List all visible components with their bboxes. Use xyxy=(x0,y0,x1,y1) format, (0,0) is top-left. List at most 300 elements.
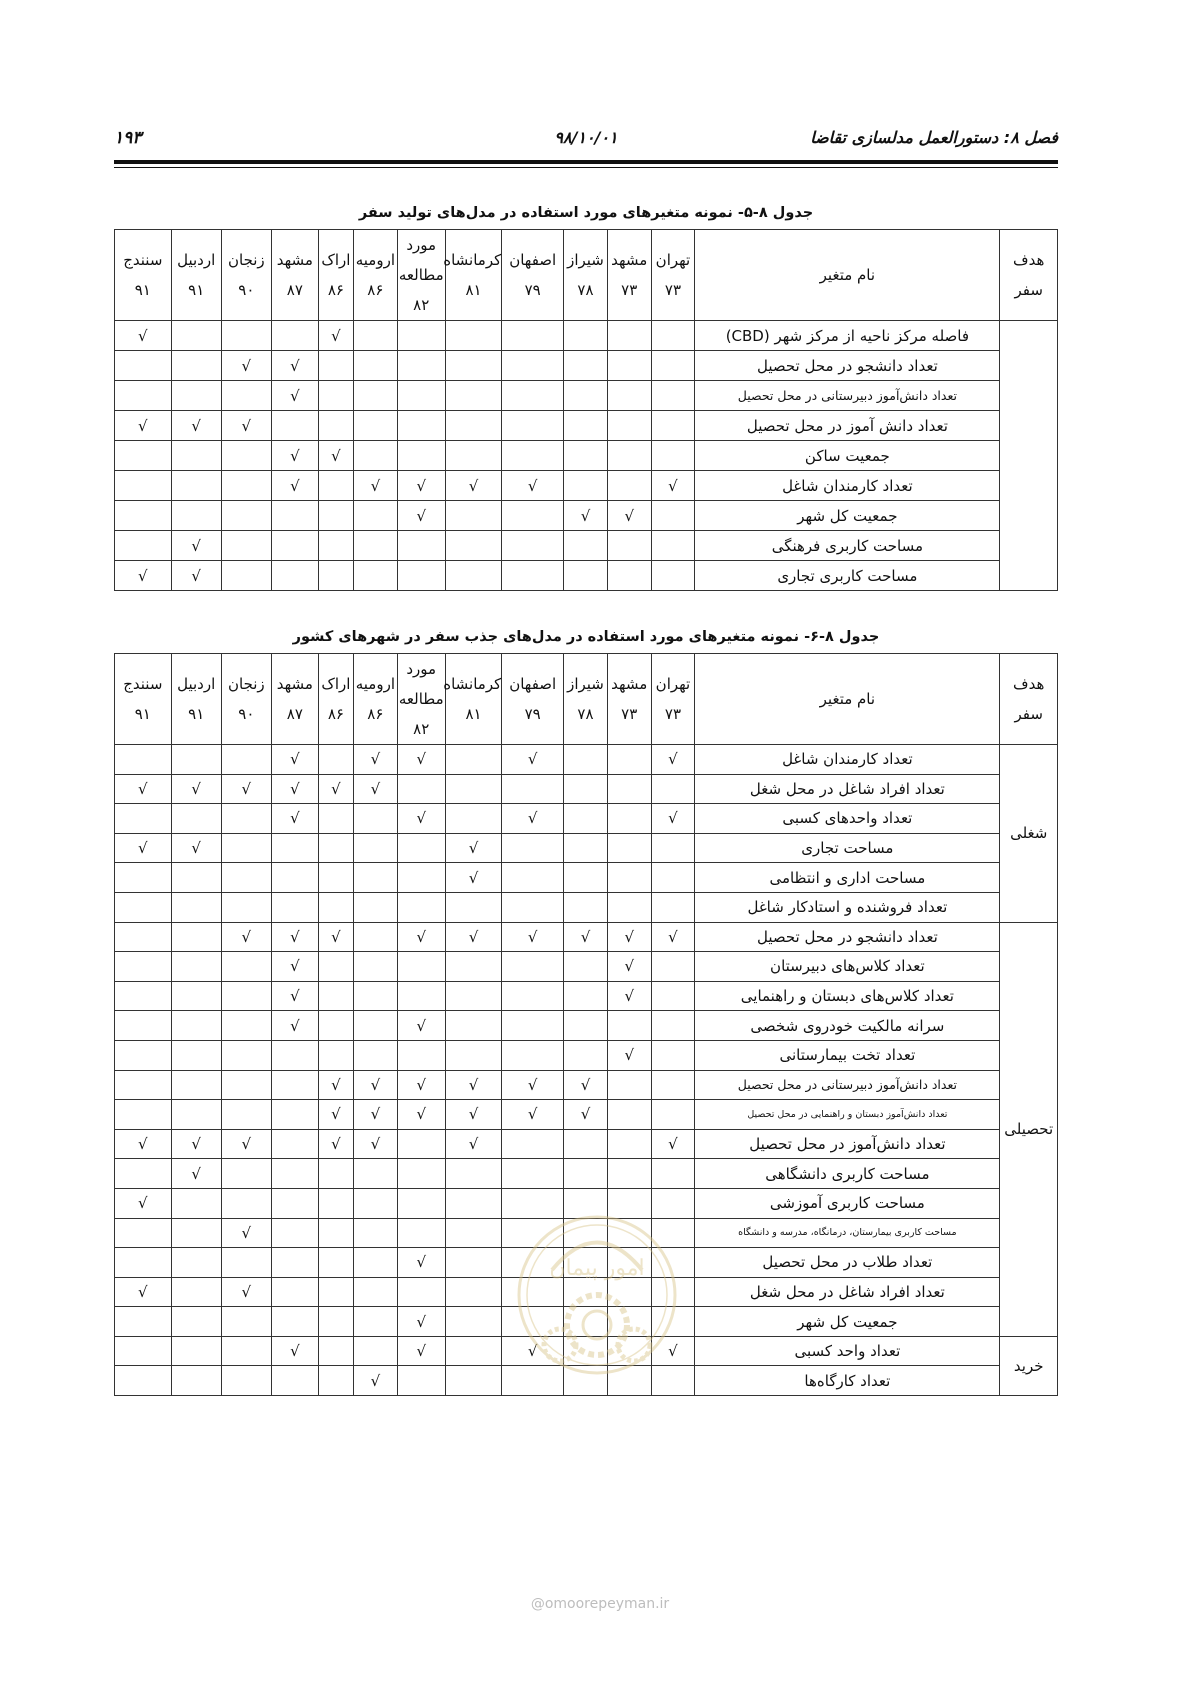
empty-cell xyxy=(115,981,172,1011)
empty-cell xyxy=(564,892,608,922)
check-mark: √ xyxy=(115,411,172,441)
empty-cell xyxy=(502,892,564,922)
empty-cell xyxy=(607,411,651,441)
empty-cell xyxy=(171,471,221,501)
empty-cell xyxy=(445,1366,502,1396)
empty-cell xyxy=(221,833,271,863)
empty-cell xyxy=(271,1366,318,1396)
empty-cell xyxy=(115,745,172,775)
table-row xyxy=(115,471,1058,501)
city-column-header xyxy=(221,654,271,745)
empty-cell xyxy=(221,1336,271,1366)
variable-name: تعداد کارمندان شاغل xyxy=(695,745,1000,775)
purpose-header: هدف سفر xyxy=(1000,230,1058,321)
empty-cell xyxy=(651,863,695,893)
trip-purpose-cell xyxy=(1000,321,1058,591)
empty-cell xyxy=(607,531,651,561)
city-column-header xyxy=(651,230,695,321)
empty-cell xyxy=(397,1218,445,1248)
svg-text:امور پیمان: امور پیمان xyxy=(549,1256,645,1281)
empty-cell xyxy=(115,1248,172,1278)
check-mark: √ xyxy=(354,471,398,501)
page-header xyxy=(114,128,1058,152)
check-mark: √ xyxy=(318,922,353,952)
empty-cell xyxy=(171,1011,221,1041)
study-year: ۷۹ xyxy=(524,705,541,723)
check-mark: √ xyxy=(564,1070,608,1100)
check-mark: √ xyxy=(171,561,221,591)
empty-cell xyxy=(115,922,172,952)
check-mark: √ xyxy=(271,381,318,411)
variable-name: تعداد تخت بیمارستانی xyxy=(695,1040,1000,1070)
empty-cell xyxy=(318,1336,353,1366)
check-mark: √ xyxy=(445,833,502,863)
variable-name: تعداد دانش‌آموز دبیرستانی در محل تحصیل xyxy=(695,381,1000,411)
empty-cell xyxy=(607,833,651,863)
check-mark: √ xyxy=(397,1336,445,1366)
check-mark: √ xyxy=(221,922,271,952)
table-row xyxy=(115,981,1058,1011)
empty-cell xyxy=(607,1011,651,1041)
empty-cell xyxy=(318,1307,353,1337)
empty-cell xyxy=(607,745,651,775)
table-row xyxy=(115,351,1058,381)
check-mark: √ xyxy=(502,745,564,775)
empty-cell xyxy=(397,952,445,982)
empty-cell xyxy=(354,1188,398,1218)
empty-cell xyxy=(651,1100,695,1130)
city-column-header xyxy=(318,230,353,321)
empty-cell xyxy=(607,351,651,381)
table-row xyxy=(115,892,1058,922)
check-mark: √ xyxy=(564,1100,608,1130)
variable-name: تعداد دانش آموز در محل تحصیل xyxy=(695,411,1000,441)
city-name: زنجان xyxy=(227,675,265,693)
empty-cell xyxy=(354,411,398,441)
city-column-header xyxy=(445,230,502,321)
city-name: مشهد xyxy=(276,251,313,269)
study-year: ۹۱ xyxy=(188,705,205,723)
empty-cell xyxy=(607,1070,651,1100)
empty-cell xyxy=(651,1011,695,1041)
empty-cell xyxy=(502,981,564,1011)
empty-cell xyxy=(445,981,502,1011)
empty-cell xyxy=(318,381,353,411)
check-mark: √ xyxy=(271,922,318,952)
empty-cell xyxy=(221,321,271,351)
purpose-header: هدف سفر xyxy=(1000,654,1058,745)
empty-cell xyxy=(607,892,651,922)
table-row xyxy=(115,1129,1058,1159)
city-name: مشهد xyxy=(276,675,313,693)
check-mark: √ xyxy=(318,441,353,471)
check-mark: √ xyxy=(607,952,651,982)
empty-cell xyxy=(445,892,502,922)
empty-cell xyxy=(271,321,318,351)
empty-cell xyxy=(502,863,564,893)
empty-cell xyxy=(445,501,502,531)
empty-cell xyxy=(445,1336,502,1366)
table-row xyxy=(115,1011,1058,1041)
check-mark: √ xyxy=(651,1129,695,1159)
empty-cell xyxy=(651,1070,695,1100)
check-mark: √ xyxy=(318,1100,353,1130)
empty-cell xyxy=(502,1129,564,1159)
study-year: ۷۸ xyxy=(577,281,594,299)
study-year: ۸۶ xyxy=(367,281,384,299)
check-mark: √ xyxy=(651,804,695,834)
empty-cell xyxy=(271,1188,318,1218)
check-mark: √ xyxy=(445,863,502,893)
variable-name: سرانه مالکیت خودروی شخصی xyxy=(695,1011,1000,1041)
empty-cell xyxy=(221,1070,271,1100)
table-row xyxy=(115,321,1058,351)
empty-cell xyxy=(354,441,398,471)
header-row xyxy=(115,654,1058,745)
empty-cell xyxy=(445,1218,502,1248)
empty-cell xyxy=(354,351,398,381)
empty-cell xyxy=(354,1159,398,1189)
empty-cell xyxy=(115,1011,172,1041)
empty-cell xyxy=(397,774,445,804)
empty-cell xyxy=(502,351,564,381)
empty-cell xyxy=(221,1307,271,1337)
table-row xyxy=(115,561,1058,591)
page-number: ۱۹۳ xyxy=(114,128,142,148)
empty-cell xyxy=(221,1040,271,1070)
study-year: ۸۱ xyxy=(465,281,482,299)
city-name: اراک xyxy=(321,675,351,693)
empty-cell xyxy=(221,381,271,411)
check-mark: √ xyxy=(502,1100,564,1130)
empty-cell xyxy=(171,804,221,834)
check-mark: √ xyxy=(354,1070,398,1100)
check-mark: √ xyxy=(445,1100,502,1130)
empty-cell xyxy=(171,1100,221,1130)
empty-cell xyxy=(651,981,695,1011)
table-row xyxy=(115,441,1058,471)
variable-name: تعداد واحد کسبی xyxy=(695,1336,1000,1366)
empty-cell xyxy=(564,1129,608,1159)
check-mark: √ xyxy=(318,774,353,804)
empty-cell xyxy=(445,1248,502,1278)
empty-cell xyxy=(271,561,318,591)
variable-name: تعداد دانشجو در محل تحصیل xyxy=(695,922,1000,952)
city-name: زنجان xyxy=(227,251,265,269)
empty-cell xyxy=(564,441,608,471)
empty-cell xyxy=(318,1277,353,1307)
table-caption-trip-attraction: جدول ۸-۶- نمونه متغیرهای مورد استفاده در مدل‌های جذب سفر در شهرهای کشور xyxy=(292,629,880,645)
empty-cell xyxy=(354,804,398,834)
check-mark: √ xyxy=(397,745,445,775)
empty-cell xyxy=(607,441,651,471)
city-column-header xyxy=(564,230,608,321)
empty-cell xyxy=(502,441,564,471)
empty-cell xyxy=(354,1218,398,1248)
empty-cell xyxy=(445,531,502,561)
check-mark: √ xyxy=(354,1129,398,1159)
empty-cell xyxy=(564,774,608,804)
city-column-header xyxy=(221,230,271,321)
empty-cell xyxy=(171,745,221,775)
check-mark: √ xyxy=(171,1159,221,1189)
empty-cell xyxy=(171,1070,221,1100)
trip-generation-table xyxy=(114,229,1058,591)
empty-cell xyxy=(354,863,398,893)
city-column-header xyxy=(607,230,651,321)
empty-cell xyxy=(564,471,608,501)
city-name: مورد مطالعه xyxy=(398,236,444,284)
city-name: شیراز xyxy=(567,675,604,693)
empty-cell xyxy=(445,411,502,441)
variable-name: تعداد دانش‌آموز دبیرستانی در محل تحصیل xyxy=(695,1070,1000,1100)
check-mark: √ xyxy=(397,471,445,501)
empty-cell xyxy=(171,981,221,1011)
empty-cell xyxy=(651,501,695,531)
empty-cell xyxy=(354,381,398,411)
study-year: ۸۶ xyxy=(367,705,384,723)
empty-cell xyxy=(318,351,353,381)
empty-cell xyxy=(221,501,271,531)
table-row xyxy=(115,804,1058,834)
check-mark: √ xyxy=(607,922,651,952)
empty-cell xyxy=(171,381,221,411)
empty-cell xyxy=(171,1336,221,1366)
city-column-header xyxy=(171,230,221,321)
study-year: ۸۱ xyxy=(465,705,482,723)
check-mark: √ xyxy=(445,922,502,952)
empty-cell xyxy=(397,1366,445,1396)
empty-cell xyxy=(115,863,172,893)
empty-cell xyxy=(445,1040,502,1070)
empty-cell xyxy=(445,1277,502,1307)
study-year: ۹۱ xyxy=(134,705,151,723)
table-row xyxy=(115,774,1058,804)
empty-cell xyxy=(354,1307,398,1337)
city-column-header xyxy=(318,654,353,745)
empty-cell xyxy=(271,833,318,863)
empty-cell xyxy=(318,745,353,775)
empty-cell xyxy=(354,1011,398,1041)
empty-cell xyxy=(397,441,445,471)
variable-name-header: نام متغیر xyxy=(695,230,1000,321)
empty-cell xyxy=(564,833,608,863)
empty-cell xyxy=(445,804,502,834)
check-mark: √ xyxy=(115,833,172,863)
check-mark: √ xyxy=(502,804,564,834)
empty-cell xyxy=(221,892,271,922)
check-mark: √ xyxy=(221,1277,271,1307)
empty-cell xyxy=(354,833,398,863)
city-name: تهران xyxy=(655,251,691,269)
empty-cell xyxy=(502,531,564,561)
check-mark: √ xyxy=(271,745,318,775)
check-mark: √ xyxy=(318,1070,353,1100)
empty-cell xyxy=(564,561,608,591)
check-mark: √ xyxy=(564,501,608,531)
check-mark: √ xyxy=(271,952,318,982)
variable-name: مساحت تجاری xyxy=(695,833,1000,863)
empty-cell xyxy=(271,1277,318,1307)
empty-cell xyxy=(171,441,221,471)
empty-cell xyxy=(502,381,564,411)
table-caption-trip-generation: جدول ۸-۵- نمونه متغیرهای مورد استفاده در مدل‌های تولید سفر xyxy=(358,205,814,221)
empty-cell xyxy=(397,892,445,922)
variable-name: تعداد دانشجو در محل تحصیل xyxy=(695,351,1000,381)
empty-cell xyxy=(397,381,445,411)
empty-cell xyxy=(271,1159,318,1189)
empty-cell xyxy=(354,952,398,982)
empty-cell xyxy=(115,804,172,834)
check-mark: √ xyxy=(115,1188,172,1218)
empty-cell xyxy=(221,981,271,1011)
empty-cell xyxy=(445,1307,502,1337)
empty-cell xyxy=(115,381,172,411)
check-mark: √ xyxy=(445,471,502,501)
variable-name: جمعیت کل شهر xyxy=(695,501,1000,531)
variable-name: تعداد افراد شاغل در محل شغل xyxy=(695,1277,1000,1307)
table-row xyxy=(115,745,1058,775)
check-mark: √ xyxy=(651,471,695,501)
check-mark: √ xyxy=(171,531,221,561)
empty-cell xyxy=(318,1218,353,1248)
check-mark: √ xyxy=(607,1040,651,1070)
empty-cell xyxy=(354,1336,398,1366)
empty-cell xyxy=(651,381,695,411)
check-mark: √ xyxy=(318,321,353,351)
check-mark: √ xyxy=(171,1129,221,1159)
empty-cell xyxy=(318,1366,353,1396)
city-name: کرمانشاه xyxy=(443,675,502,693)
empty-cell xyxy=(318,531,353,561)
empty-cell xyxy=(318,981,353,1011)
check-mark: √ xyxy=(607,981,651,1011)
watermark-url: @omoorepeyman.ir xyxy=(530,1596,670,1612)
empty-cell xyxy=(171,892,221,922)
empty-cell xyxy=(221,471,271,501)
empty-cell xyxy=(397,1159,445,1189)
empty-cell xyxy=(318,804,353,834)
empty-cell xyxy=(354,892,398,922)
empty-cell xyxy=(318,1040,353,1070)
city-name: اصفهان xyxy=(509,675,557,693)
empty-cell xyxy=(115,1070,172,1100)
empty-cell xyxy=(271,1070,318,1100)
empty-cell xyxy=(318,833,353,863)
check-mark: √ xyxy=(397,1011,445,1041)
check-mark: √ xyxy=(445,1129,502,1159)
empty-cell xyxy=(502,1011,564,1041)
check-mark: √ xyxy=(397,922,445,952)
empty-cell xyxy=(445,561,502,591)
empty-cell xyxy=(318,501,353,531)
empty-cell xyxy=(397,981,445,1011)
watermark-logo xyxy=(512,1175,682,1415)
variable-name: تعداد کلاس‌های دبیرستان xyxy=(695,952,1000,982)
study-year: ۷۸ xyxy=(577,705,594,723)
empty-cell xyxy=(607,804,651,834)
empty-cell xyxy=(564,1040,608,1070)
empty-cell xyxy=(564,745,608,775)
empty-cell xyxy=(502,833,564,863)
empty-cell xyxy=(564,381,608,411)
check-mark: √ xyxy=(271,441,318,471)
empty-cell xyxy=(271,863,318,893)
check-mark: √ xyxy=(115,774,172,804)
empty-cell xyxy=(397,833,445,863)
check-mark: √ xyxy=(354,774,398,804)
study-year: ۸۶ xyxy=(327,705,344,723)
variable-name: مساحت کاربری فرهنگی xyxy=(695,531,1000,561)
empty-cell xyxy=(115,1159,172,1189)
empty-cell xyxy=(221,952,271,982)
empty-cell xyxy=(318,1011,353,1041)
empty-cell xyxy=(115,1040,172,1070)
empty-cell xyxy=(171,863,221,893)
empty-cell xyxy=(354,1277,398,1307)
empty-cell xyxy=(221,561,271,591)
empty-cell xyxy=(397,321,445,351)
empty-cell xyxy=(171,1366,221,1396)
study-year: ۹۰ xyxy=(238,705,255,723)
study-year: ۷۳ xyxy=(664,281,682,299)
empty-cell xyxy=(564,1011,608,1041)
city-name: سنندج xyxy=(123,251,163,269)
city-name: کرمانشاه xyxy=(443,251,502,269)
variable-name: تعداد فروشنده و استادکار شاغل xyxy=(695,892,1000,922)
city-column-header xyxy=(354,230,398,321)
city-name: شیراز xyxy=(567,251,604,269)
empty-cell xyxy=(651,441,695,471)
empty-cell xyxy=(651,351,695,381)
city-column-header xyxy=(397,654,445,745)
empty-cell xyxy=(397,351,445,381)
check-mark: √ xyxy=(354,1366,398,1396)
empty-cell xyxy=(171,1277,221,1307)
empty-cell xyxy=(271,1100,318,1130)
empty-cell xyxy=(318,863,353,893)
city-column-header xyxy=(502,230,564,321)
empty-cell xyxy=(115,471,172,501)
city-column-header xyxy=(171,654,221,745)
variable-name: جمعیت کل شهر xyxy=(695,1307,1000,1337)
empty-cell xyxy=(221,1366,271,1396)
check-mark: √ xyxy=(502,1070,564,1100)
header-rule-thick xyxy=(114,160,1058,164)
variable-name: تعداد کارگاه‌ها xyxy=(695,1366,1000,1396)
city-column-header xyxy=(445,654,502,745)
study-year: ۸۶ xyxy=(327,281,344,299)
empty-cell xyxy=(651,1040,695,1070)
empty-cell xyxy=(354,321,398,351)
empty-cell xyxy=(221,863,271,893)
check-mark: √ xyxy=(397,1307,445,1337)
check-mark: √ xyxy=(502,922,564,952)
empty-cell xyxy=(397,531,445,561)
empty-cell xyxy=(271,411,318,441)
empty-cell xyxy=(271,1307,318,1337)
empty-cell xyxy=(318,1159,353,1189)
city-name: مورد مطالعه xyxy=(398,660,444,708)
table-row xyxy=(115,411,1058,441)
empty-cell xyxy=(115,952,172,982)
city-column-header xyxy=(271,654,318,745)
empty-cell xyxy=(607,471,651,501)
check-mark: √ xyxy=(115,1277,172,1307)
city-name: مشهد xyxy=(611,675,648,693)
empty-cell xyxy=(221,804,271,834)
check-mark: √ xyxy=(397,804,445,834)
